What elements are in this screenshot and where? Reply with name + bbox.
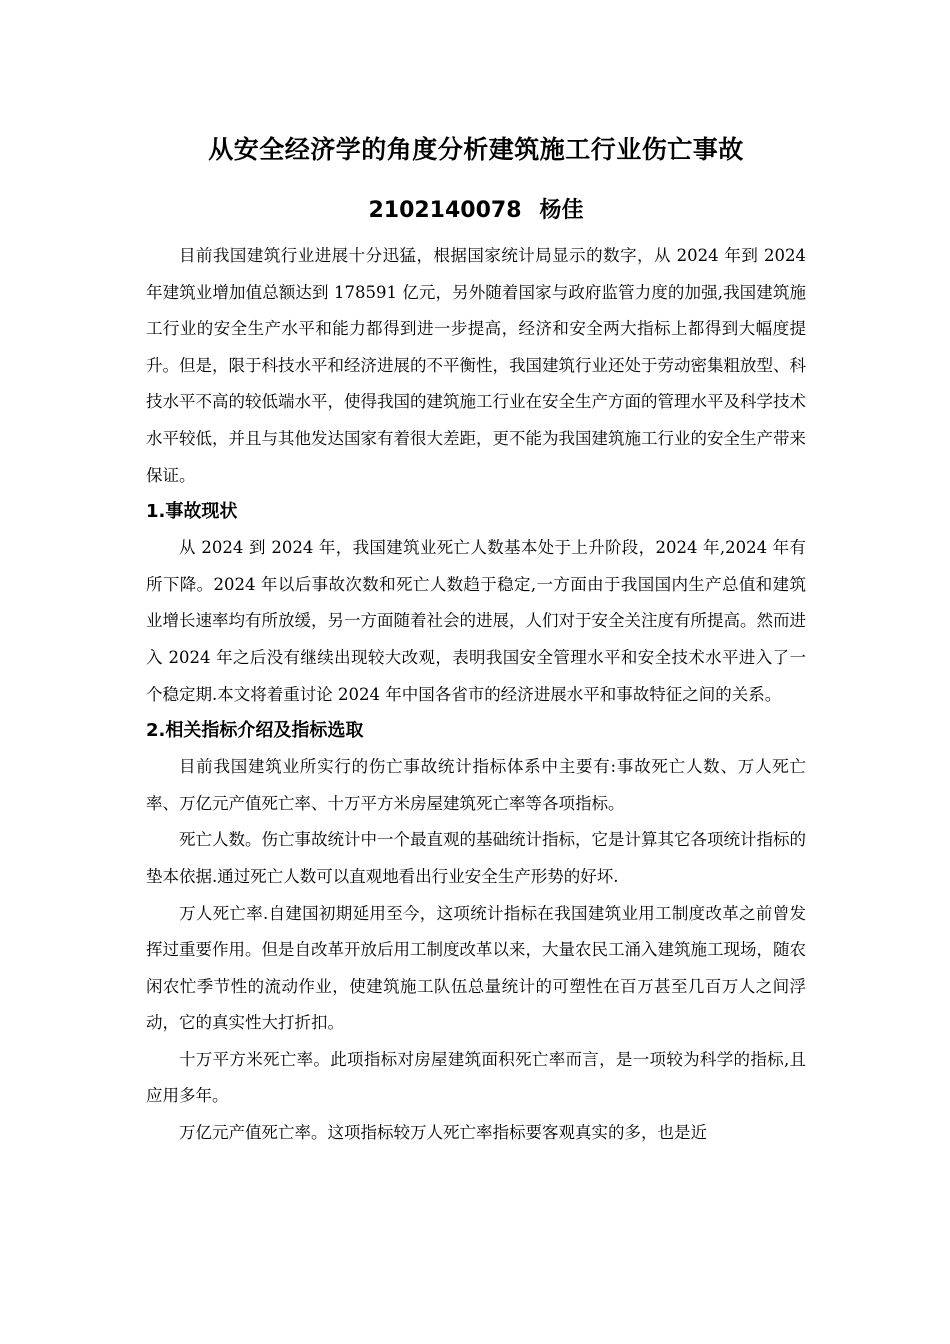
document-page — [146, 0, 806, 1152]
section-2-paragraph-1: 目前我国建筑业所实行的伤亡事故统计指标体系中主要有:事故死亡人数、万人死亡率、万亿元产值死亡率、十万平方米房屋建筑死亡率等各项指标。 — [146, 757, 806, 813]
document-title: 从安全经济学的角度分析建筑施工行业伤亡事故 — [208, 135, 744, 164]
author-id: 2102140078 — [368, 198, 522, 223]
section-2-paragraph-3: 万人死亡率.自建国初期延用至今，这项统计指标在我国建筑业用工制度改革之前曾发挥过重要作用。但是自改革开放后用工制度改革以来，大量农民工涌入建筑施工现场，随农闲农忙季节性的流动作业，使建筑施工队伍总量统计的可塑性在百万甚至几百万人之间浮动，它的真实性大打折扣。 — [146, 903, 806, 1033]
author-name: 杨佳 — [539, 198, 584, 223]
section-2-paragraph-5: 万亿元产值死亡率。这项指标较万人死亡率指标要客观真实的多，也是近 — [179, 1123, 707, 1143]
section-1-paragraph: 从 2024 到 2024 年，我国建筑业死亡人数基本处于上升阶段，2024 年,2024 年有所下降。2024 年以后事故次数和死亡人数趋于稳定,一方面由于我国国内生产总值和建筑业增长速率均有所放缓，另一方面随着社会的进展，人们对于安全关注度有所提高。然而进入 2024 年之后没有继续出现较大改观，表明我国安全管理水平和安全技术水平进入了一个稳定期.本文将着重讨论 2024 年中国各省市的经济进展水平和事故特征之间的关系。 — [146, 538, 806, 704]
document-body — [146, 238, 806, 1152]
section-2-paragraph-4: 十万平方米死亡率。此项指标对房屋建筑面积死亡率而言，是一项较为科学的指标,且应用多年。 — [146, 1049, 806, 1106]
section-2-heading: 2.相关指标介绍及指标选取 — [146, 720, 364, 742]
section-2-paragraph-2: 死亡人数。伤亡事故统计中一个最直观的基础统计指标，它是计算其它各项统计指标的垫本依据.通过死亡人数可以直观地看出行业安全生产形势的好坏. — [146, 830, 806, 886]
section-1-heading: 1.事故现状 — [146, 501, 238, 523]
intro-paragraph: 目前我国建筑行业进展十分迅猛，根据国家统计局显示的数字，从 2024 年到 2024 年建筑业增加值总额达到 178591 亿元，另外随着国家与政府监管力度的加强,我国建筑施工行业的安全生产水平和能力都得到进一步提高，经济和安全两大指标上都得到大幅度提升。但是，限于科技水平和经济进展的不平衡性，我国建筑行业还处于劳动密集粗放型、科技水平不高的较低端水平，使得我国的建筑施工行业在安全生产方面的管理水平及科学技术水平较低，并且与其他发达国家有着很大差距，更不能为我国建筑施工行业的安全生产带来保证。 — [146, 246, 806, 485]
author-line — [146, 194, 806, 228]
